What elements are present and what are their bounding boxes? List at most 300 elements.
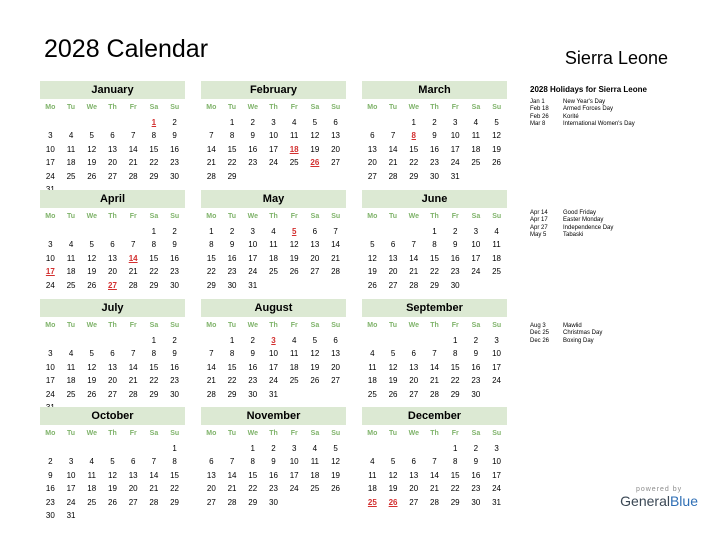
day-cell: 10 [492, 349, 502, 359]
weekday-label: Th [430, 104, 439, 111]
day-cell: 8 [250, 457, 255, 467]
day-cell: 15 [450, 470, 460, 480]
weekday-label: Sa [471, 322, 481, 329]
weekday-label: Fr [129, 213, 137, 220]
day-cell: 1 [452, 336, 458, 345]
day-cell: 4 [291, 336, 297, 345]
day-cell: 12 [87, 144, 97, 154]
day-cell: 2 [432, 118, 437, 127]
holiday-day-cell: 17 [45, 267, 55, 277]
day-cell: 15 [430, 253, 439, 263]
day-cell: 12 [87, 253, 97, 263]
day-cell: 9 [48, 470, 53, 480]
day-cell: 11 [290, 131, 299, 141]
day-cell: 12 [367, 253, 377, 263]
day-cell: 2 [229, 227, 235, 236]
day-cell: 18 [492, 253, 502, 263]
month-header: July [40, 299, 185, 317]
day-cell: 8 [151, 349, 157, 359]
day-cell: 8 [229, 131, 235, 141]
weekday-label: Tu [389, 322, 398, 329]
month-header: November [201, 407, 346, 425]
day-cell: 3 [473, 227, 479, 236]
day-cell: 23 [430, 158, 439, 168]
day-cell: 20 [409, 376, 419, 386]
day-cell: 19 [331, 470, 341, 480]
day-cell: 11 [492, 240, 501, 250]
weekday-label: Fr [129, 322, 137, 329]
month-july [40, 299, 185, 414]
day-cell: 26 [87, 389, 97, 399]
weekday-row [201, 101, 346, 114]
day-cell: 7 [151, 457, 157, 467]
day-cell: 29 [409, 171, 419, 181]
day-cell: 10 [45, 362, 55, 372]
day-cell: 3 [494, 336, 499, 345]
day-cell: 27 [206, 497, 216, 507]
day-cell: 4 [291, 118, 297, 127]
day-cell: 23 [170, 267, 180, 277]
day-cell: 15 [248, 470, 258, 480]
day-cell: 16 [430, 144, 439, 154]
day-cell: 4 [68, 240, 74, 250]
day-cell: 23 [248, 376, 258, 386]
month-may [201, 190, 346, 292]
day-cell: 10 [248, 240, 258, 250]
day-cell: 4 [370, 457, 375, 467]
weekday-row [201, 427, 346, 440]
day-cell: 16 [450, 253, 460, 263]
day-cell: 20 [108, 158, 117, 168]
day-cell: 7 [432, 457, 437, 467]
weekday-label: Sa [310, 104, 320, 111]
day-cell: 22 [450, 484, 460, 494]
holiday-row [530, 106, 635, 113]
day-cell: 8 [452, 349, 458, 359]
day-cell: 6 [370, 131, 375, 141]
day-cell: 10 [66, 470, 76, 480]
day-cell: 19 [87, 158, 97, 168]
empty-cell [61, 116, 82, 129]
day-cell: 1 [452, 444, 458, 453]
day-cell: 2 [48, 457, 53, 467]
day-cell: 2 [473, 444, 479, 453]
holiday-day-cell: 5 [291, 227, 297, 236]
day-cell: 17 [248, 253, 258, 263]
day-cell: 26 [388, 389, 398, 399]
weekday-label: Mo [367, 213, 378, 220]
day-cell: 3 [68, 457, 74, 467]
day-grid [40, 334, 185, 414]
holiday-date: Aug 3 [530, 323, 546, 329]
day-cell: 24 [471, 267, 481, 277]
empty-cell [201, 442, 222, 455]
holiday-day-cell: 1 [151, 118, 157, 127]
day-cell: 27 [310, 267, 320, 277]
day-cell: 18 [66, 158, 76, 168]
month-header: June [362, 190, 507, 208]
weekday-label: Su [492, 213, 502, 220]
day-cell: 31 [248, 280, 258, 290]
holiday-date: Apr 14 [530, 210, 548, 216]
day-cell: 16 [248, 144, 258, 154]
weekday-row [201, 210, 346, 223]
day-cell: 18 [87, 484, 97, 494]
weekday-label: We [247, 430, 258, 437]
day-cell: 12 [289, 240, 299, 250]
day-cell: 25 [269, 267, 278, 277]
day-cell: 23 [170, 376, 180, 386]
day-cell: 28 [128, 389, 138, 399]
day-cell: 18 [66, 376, 76, 386]
day-cell: 7 [130, 131, 136, 141]
day-cell: 4 [68, 131, 74, 141]
day-cell: 7 [333, 227, 338, 236]
day-cell: 27 [108, 389, 117, 399]
day-cell: 16 [227, 253, 237, 263]
day-cell: 6 [110, 349, 115, 359]
weekday-label: Su [170, 322, 180, 329]
holiday-row [530, 121, 635, 128]
empty-cell [102, 442, 123, 455]
holiday-row [530, 323, 602, 330]
day-cell: 28 [388, 171, 398, 181]
month-february [201, 81, 346, 183]
weekday-label: We [408, 430, 419, 437]
weekday-label: Th [108, 104, 117, 111]
weekday-label: Mo [45, 430, 56, 437]
weekday-label: Sa [310, 430, 320, 437]
day-cell: 21 [128, 376, 138, 386]
day-cell: 29 [450, 497, 460, 507]
day-cell: 10 [269, 349, 278, 359]
day-cell: 13 [108, 362, 117, 372]
empty-cell [362, 334, 383, 347]
day-cell: 28 [430, 497, 439, 507]
day-grid [201, 334, 346, 401]
day-cell: 9 [271, 457, 276, 467]
empty-cell [424, 334, 445, 347]
month-header: September [362, 299, 507, 317]
day-cell: 25 [471, 158, 481, 168]
day-cell: 16 [248, 362, 258, 372]
day-grid [362, 225, 507, 292]
day-cell: 26 [310, 376, 320, 386]
holiday-row [530, 210, 613, 217]
brand-name-part2: Blue [669, 493, 698, 509]
day-cell: 13 [128, 470, 138, 480]
day-cell: 26 [492, 158, 502, 168]
day-cell: 3 [452, 118, 458, 127]
weekday-label: Fr [129, 104, 137, 111]
weekday-label: Sa [471, 104, 481, 111]
day-cell: 16 [269, 470, 278, 480]
weekday-label: Su [170, 213, 180, 220]
holiday-name: Mawlid [563, 323, 582, 329]
day-cell: 27 [331, 376, 341, 386]
day-cell: 13 [409, 470, 419, 480]
country-name: Sierra Leone [564, 48, 668, 68]
day-cell: 12 [331, 457, 341, 467]
day-cell: 14 [430, 362, 439, 372]
day-cell: 25 [492, 267, 502, 277]
weekday-label: Tu [67, 104, 76, 111]
day-cell: 26 [331, 484, 341, 494]
empty-cell [81, 225, 102, 238]
weekday-label: Th [108, 213, 117, 220]
day-cell: 14 [128, 362, 138, 372]
month-april [40, 190, 185, 292]
day-grid [201, 116, 346, 183]
day-cell: 21 [331, 253, 341, 263]
day-cell: 24 [45, 389, 55, 399]
day-cell: 9 [250, 349, 255, 359]
holiday-date: Feb 18 [530, 106, 549, 113]
day-cell: 11 [471, 131, 481, 141]
day-cell: 4 [494, 227, 499, 236]
day-cell: 30 [170, 389, 180, 399]
day-cell: 20 [310, 253, 320, 263]
day-cell: 2 [452, 227, 458, 236]
day-cell: 17 [492, 470, 502, 480]
day-cell: 14 [128, 144, 138, 154]
brand-name-part1: General [620, 493, 670, 509]
day-cell: 19 [388, 484, 398, 494]
holiday-day-cell: 26 [310, 158, 320, 168]
day-cell: 9 [473, 457, 479, 467]
day-cell: 14 [409, 253, 419, 263]
day-cell: 29 [227, 171, 237, 181]
empty-cell [61, 225, 82, 238]
day-cell: 27 [108, 171, 117, 181]
day-cell: 7 [130, 240, 136, 250]
day-cell: 9 [452, 240, 458, 250]
empty-cell [102, 116, 123, 129]
weekday-row [40, 210, 185, 223]
day-cell: 10 [45, 144, 55, 154]
weekday-label: Su [492, 430, 502, 437]
day-cell: 21 [430, 484, 439, 494]
day-cell: 5 [312, 118, 318, 127]
weekday-label: Sa [149, 213, 159, 220]
empty-cell [403, 225, 424, 238]
weekday-label: We [247, 322, 258, 329]
day-cell: 10 [450, 131, 460, 141]
weekday-label: Th [430, 213, 439, 220]
day-cell: 18 [289, 362, 299, 372]
empty-cell [424, 442, 445, 455]
day-cell: 20 [388, 267, 398, 277]
day-cell: 16 [45, 484, 55, 494]
month-header: October [40, 407, 185, 425]
day-cell: 24 [269, 376, 278, 386]
month-header: May [201, 190, 346, 208]
day-cell: 31 [492, 497, 502, 507]
day-cell: 18 [471, 144, 481, 154]
day-cell: 20 [331, 144, 341, 154]
day-cell: 2 [250, 118, 255, 127]
weekday-row [362, 427, 507, 440]
holiday-name: Boxing Day [563, 337, 594, 344]
weekday-label: Sa [310, 213, 320, 220]
day-cell: 18 [269, 253, 278, 263]
holiday-list-group-2 [530, 210, 613, 240]
day-cell: 3 [291, 444, 297, 453]
day-cell: 1 [172, 444, 177, 453]
day-cell: 24 [45, 280, 55, 290]
day-cell: 29 [430, 280, 439, 290]
day-cell: 29 [450, 389, 460, 399]
day-cell: 30 [269, 497, 278, 507]
weekday-row [40, 427, 185, 440]
day-cell: 7 [432, 349, 437, 359]
weekday-label: Tu [228, 430, 237, 437]
day-cell: 9 [432, 131, 437, 141]
day-cell: 17 [66, 484, 76, 494]
weekday-label: We [86, 104, 97, 111]
weekday-label: Tu [67, 213, 76, 220]
weekday-label: We [408, 104, 419, 111]
day-cell: 27 [367, 171, 377, 181]
day-cell: 1 [209, 227, 214, 236]
month-header: August [201, 299, 346, 317]
day-cell: 30 [170, 280, 180, 290]
day-cell: 13 [108, 253, 117, 263]
month-header: December [362, 407, 507, 425]
day-cell: 17 [269, 144, 278, 154]
day-cell: 22 [149, 267, 159, 277]
month-september [362, 299, 507, 401]
day-cell: 19 [310, 362, 320, 372]
day-cell: 29 [206, 280, 216, 290]
day-cell: 22 [149, 158, 159, 168]
day-cell: 14 [430, 470, 439, 480]
empty-cell [403, 334, 424, 347]
day-cell: 15 [149, 144, 159, 154]
day-cell: 15 [227, 144, 237, 154]
day-cell: 19 [492, 144, 502, 154]
brand-logo [620, 486, 698, 509]
weekday-label: Tu [228, 213, 237, 220]
day-cell: 26 [87, 280, 97, 290]
day-cell: 20 [367, 158, 377, 168]
weekday-label: Su [331, 322, 341, 329]
day-cell: 28 [430, 389, 439, 399]
weekday-label: We [86, 322, 97, 329]
day-cell: 16 [170, 144, 180, 154]
day-cell: 1 [250, 444, 255, 453]
day-cell: 15 [227, 362, 237, 372]
empty-cell [40, 442, 61, 455]
day-cell: 5 [333, 444, 338, 453]
weekday-label: Mo [206, 322, 217, 329]
day-cell: 30 [45, 510, 55, 520]
day-cell: 30 [450, 280, 460, 290]
day-cell: 14 [227, 470, 237, 480]
day-cell: 11 [310, 457, 320, 467]
weekday-label: Th [430, 430, 439, 437]
empty-cell [362, 225, 383, 238]
weekday-label: Su [492, 322, 502, 329]
day-cell: 26 [87, 171, 97, 181]
weekday-label: Su [331, 104, 341, 111]
day-cell: 7 [229, 457, 235, 467]
day-cell: 29 [170, 497, 180, 507]
day-cell: 21 [227, 484, 237, 494]
month-header: March [362, 81, 507, 99]
day-cell: 5 [89, 131, 94, 141]
day-cell: 7 [209, 349, 214, 359]
day-cell: 4 [312, 444, 318, 453]
day-cell: 1 [411, 118, 416, 127]
day-cell: 25 [289, 376, 299, 386]
day-cell: 12 [108, 470, 117, 480]
empty-cell [383, 116, 404, 129]
day-cell: 5 [110, 457, 115, 467]
month-june [362, 190, 507, 292]
day-cell: 20 [206, 484, 216, 494]
day-cell: 29 [149, 389, 159, 399]
day-grid [201, 442, 346, 509]
day-cell: 19 [108, 484, 117, 494]
page-title: 2028 Calendar [44, 35, 209, 63]
day-cell: 17 [45, 158, 55, 168]
day-cell: 22 [409, 158, 419, 168]
day-cell: 6 [110, 131, 115, 141]
day-cell: 6 [209, 457, 214, 467]
weekday-label: We [247, 213, 258, 220]
holiday-name: Independence Day [563, 224, 614, 231]
day-cell: 25 [87, 497, 97, 507]
weekday-label: We [86, 213, 97, 220]
day-cell: 26 [289, 267, 299, 277]
day-cell: 13 [409, 362, 419, 372]
day-cell: 11 [66, 253, 76, 263]
weekday-label: Tu [389, 104, 398, 111]
day-cell: 21 [409, 267, 419, 277]
weekday-label: Fr [290, 213, 298, 220]
holiday-date: Apr 27 [530, 224, 548, 231]
empty-cell [383, 225, 404, 238]
weekday-label: We [247, 104, 258, 111]
day-cell: 30 [471, 497, 481, 507]
powered-by-text: powered by [635, 486, 683, 493]
day-cell: 10 [45, 253, 55, 263]
day-cell: 23 [269, 484, 278, 494]
day-cell: 11 [66, 362, 76, 372]
day-cell: 2 [172, 227, 177, 236]
empty-cell [123, 442, 144, 455]
empty-cell [362, 116, 383, 129]
day-cell: 9 [250, 131, 255, 141]
day-cell: 18 [310, 470, 320, 480]
day-cell: 6 [312, 227, 318, 236]
day-cell: 25 [66, 389, 76, 399]
day-cell: 30 [248, 389, 258, 399]
holiday-date: Apr 17 [530, 217, 548, 224]
day-cell: 6 [130, 457, 136, 467]
weekday-label: Sa [149, 322, 159, 329]
day-cell: 28 [206, 171, 216, 181]
day-cell: 27 [331, 158, 341, 168]
day-cell: 20 [331, 362, 341, 372]
empty-cell [102, 225, 123, 238]
day-cell: 14 [149, 470, 159, 480]
day-cell: 24 [248, 267, 258, 277]
day-cell: 6 [411, 457, 416, 467]
weekday-label: Fr [451, 322, 459, 329]
day-cell: 31 [269, 389, 278, 399]
